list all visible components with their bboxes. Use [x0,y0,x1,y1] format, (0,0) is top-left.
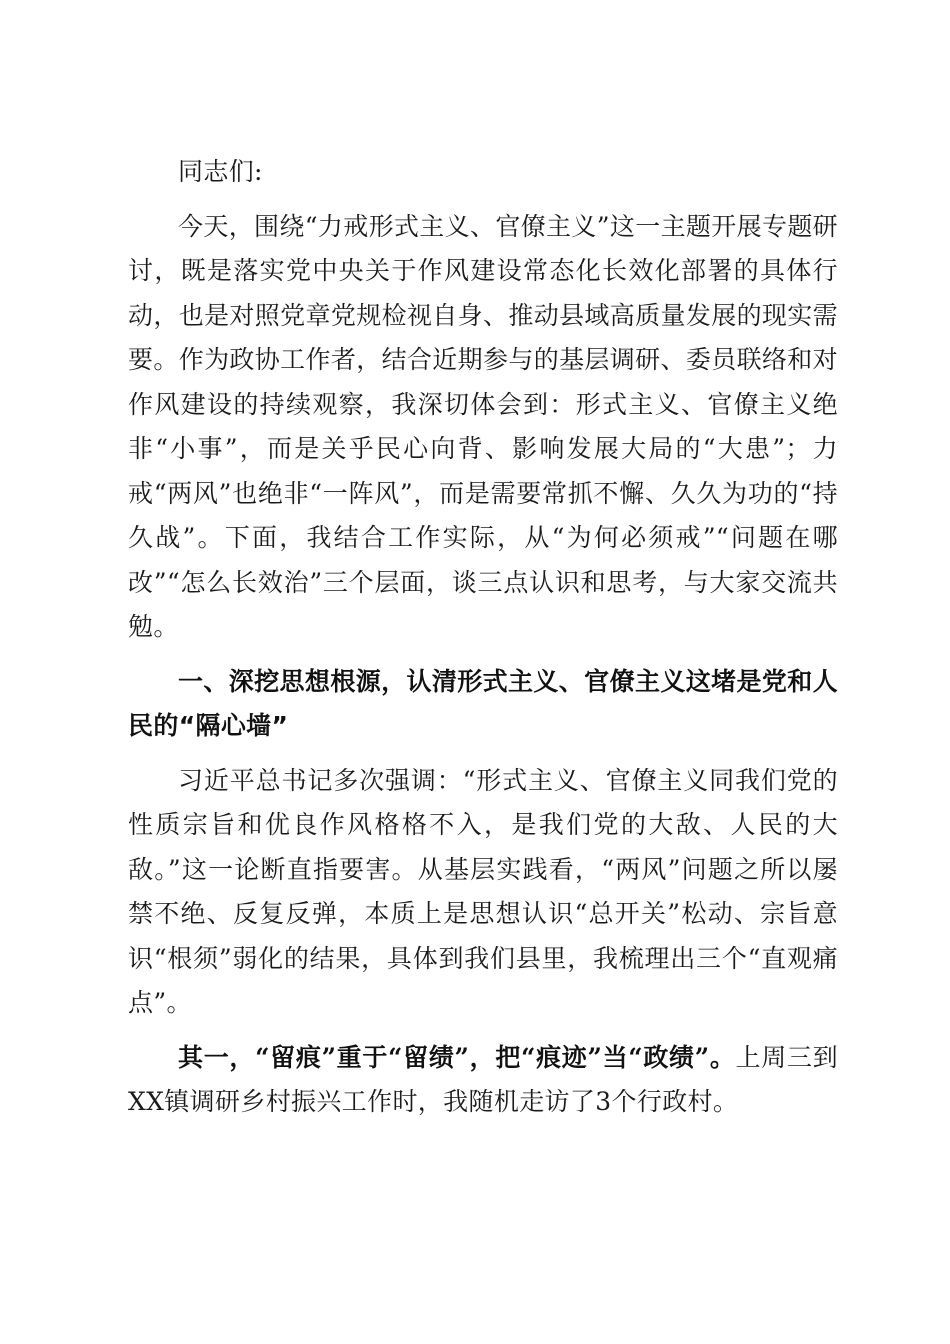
point-1-lead: 其一，“留痕”重于“留绩”，把“痕迹”当“政绩”。 [178,1042,736,1072]
intro-paragraph: 今天，围绕“力戒形式主义、官僚主义”这一主题开展专题研讨，既是落实党中央关于作风建设常态化长效化部署的具体行动，也是对照党章党规检视自身、推动县域高质量发展的现实需要。作为政协工作者，结合近期参与的基层调研、委员联络和对作风建设的持续观察，我深切体会到：形式主义、官僚主义绝非“小事”，而是关乎民心向背、影响发展大局的“大患”；力戒“两风”也绝非“一阵风”，而是需要常抓不懈、久久为功的“持久战”。下面，我结合工作实际，从“为何必须戒”“问题在哪改”“怎么长效治”三个层面，谈三点认识和思考，与大家交流共勉。 [128,211,839,641]
salutation: 同志们: [178,157,263,186]
point-1-paragraph [128,1036,838,1125]
section-heading-1: 一、深挖思想根源，认清形式主义、官僚主义这堵是党和人民的“隔心墙” [128,666,838,740]
point-1-body: 上周三到XX镇调研乡村振兴工作时，我随机走访了3个行政村。 [128,1042,838,1116]
document-body [128,150,838,1125]
section-1-paragraph: 习近平总书记多次强调：“形式主义、官僚主义同我们党的性质宗旨和优良作风格格不入，是我们党的大敌、人民的大敌。”这一论断直指要害。从基层实践看，“两风”问题之所以屡禁不绝、反复反弹，本质上是思想认识“总开关”松动、宗旨意识“根须”弱化的结果，具体到我们县里，我梳理出三个“直观痛点”。 [128,765,838,1017]
